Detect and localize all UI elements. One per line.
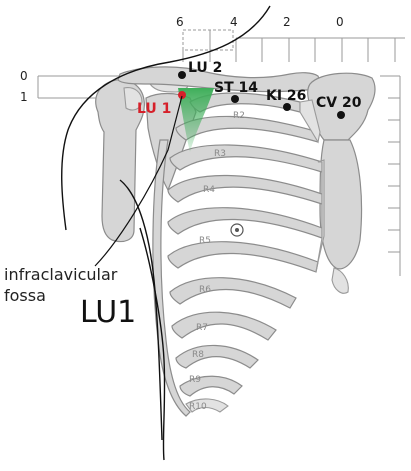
rib-marker (231, 224, 243, 236)
lu2-point (178, 71, 186, 79)
rib-label-r2: R2 (233, 111, 245, 121)
rib-label-r8: R8 (192, 350, 204, 360)
rib-label-r6: R6 (199, 285, 211, 295)
st14-point (231, 95, 239, 103)
ki26-point (283, 103, 291, 111)
lu2-label: LU 2 (188, 60, 223, 76)
top-scale-grid (183, 30, 405, 62)
scale-label-0-top: 0 (336, 15, 344, 29)
main-label-lu1: LU1 (80, 295, 137, 330)
region-label-line2: fossa (4, 286, 46, 305)
rib-label-r4: R4 (203, 185, 215, 195)
rib-label-r3: R3 (214, 149, 226, 159)
scale-label-0-left: 0 (20, 69, 28, 83)
scale-label-1-left: 1 (20, 90, 28, 104)
rib-label-r9: R9 (189, 375, 201, 385)
cv20-label: CV 20 (316, 95, 362, 111)
region-label-line1: infraclavicular (4, 265, 118, 284)
scale-label-6: 6 (176, 15, 184, 29)
lu1-label: LU 1 (137, 101, 172, 117)
scale-label-2: 2 (283, 15, 291, 29)
rib-label-r10: R10 (189, 402, 207, 412)
cv20-point (337, 111, 345, 119)
rib-label-r5: R5 (199, 236, 211, 246)
st14-label: ST 14 (214, 80, 258, 96)
scale-label-4: 4 (230, 15, 238, 29)
ki26-label: KI 26 (266, 88, 307, 104)
rib-label-r7: R7 (196, 323, 208, 333)
